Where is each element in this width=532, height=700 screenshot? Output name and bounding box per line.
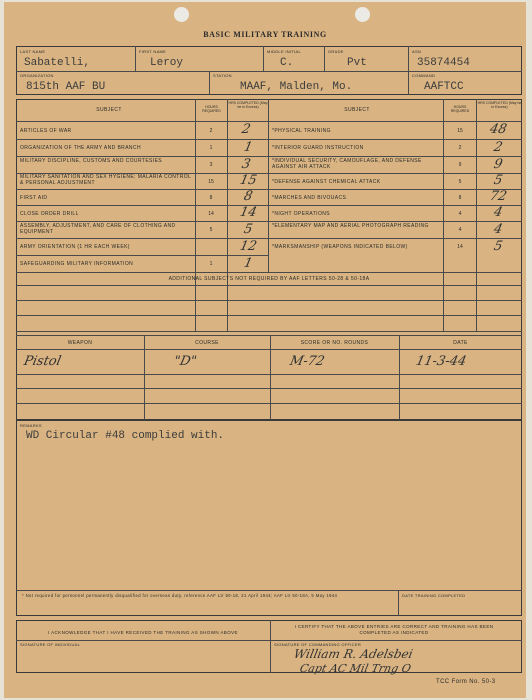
hours-required-value: 9 [458,162,462,168]
hours-required-value: 2 [209,128,213,134]
hours-required-value: 15 [208,179,214,185]
subject-header-right: SUBJECT [344,107,370,113]
command-value: AAFTCC [424,81,464,93]
subject-safeguarding-information: SAFEGUARDING MILITARY INFORMATION [20,261,134,267]
hours-completed-value: 9 [492,157,504,172]
hours-required-value: 5 [209,227,213,233]
first-name-label: FIRST NAME [139,49,167,54]
punch-hole [174,7,189,22]
remarks-box [16,420,522,616]
hours-completed-value: 1 [242,256,254,271]
certify-text: I CERTIFY THAT THE ABOVE ENTRIES ARE CORRECT AND TRAINING HAS BEEN COMPLETED AS INDICATED [294,624,494,635]
signature-individual-label: SIGNATURE OF INDIVIDUAL [20,642,81,647]
hours-required-value: 3 [209,162,213,168]
grade-label: GRADE [328,49,344,54]
subject-night-operations: *NIGHT OPERATIONS [272,211,331,217]
middle-initial-label: MIDDLE INITIAL [267,49,301,54]
hours-completed-value: 15 [238,173,259,188]
remarks-label: REMARKS [20,423,42,428]
hours-completed-value: 12 [238,239,259,254]
hours-required-header-right: HOURS REQUIRED [450,105,470,113]
footnote: * Not required for personnel permanently disqualified for overseas duty, reference AAF Ltr 50-18, 21 April 1944; AAF Ltr 50-18A, 5 May 1944 [22,593,338,598]
middle-initial-value: C. [280,57,294,69]
hours-required-value: 8 [209,195,213,201]
grade-value: Pvt [347,57,367,69]
hours-completed-value: 3 [240,157,252,172]
hours-completed-value: 2 [492,140,504,155]
acknowledge-text: I ACKNOWLEDGE THAT I HAVE RECEIVED THE TRAINING AS SHOWN ABOVE [48,630,238,635]
station-label: STATION [213,73,232,78]
hours-required-value: 15 [457,128,463,134]
subject-articles-of-war: ARTICLES OF WAR [20,128,72,134]
last-name-label: LAST NAME [20,49,46,54]
weapon-header: WEAPON [67,340,93,346]
subject-interior-guard: *INTERIOR GUARD INSTRUCTION [272,145,364,151]
officer-title: Capt AC Mil Trng O [298,662,413,675]
hours-required-value: 1 [209,261,213,267]
subject-individual-security: *INDIVIDUAL SECURITY, CAMOUFLAGE, AND DEFENSE AGAINST AIR ATTACK [272,158,422,170]
hours-completed-value: 4 [492,222,504,237]
hours-required-value: 1 [209,145,213,151]
hours-completed-value: 8 [242,189,254,204]
organization-label: ORGANIZATION [20,73,54,78]
punch-hole [355,7,370,22]
score-header: SCORE OR NO. ROUNDS [300,340,369,346]
course-header: COURSE [195,340,219,346]
hours-required-value: 2 [458,145,462,151]
hours-required-value: 4 [458,211,462,217]
station-value: MAAF, Malden, Mo. [240,81,353,93]
hours-required-value: 4 [458,227,462,233]
subject-physical-training: *PHYSICAL TRAINING [272,128,331,134]
subject-military-sanitation: MILITARY SANITATION AND SEX HYGIENE; MALARIA CONTROL & PERSONAL ADJUSTMENT [20,174,192,186]
asn-value: 35874454 [417,57,470,69]
training-record-form [4,2,526,698]
weapon-value: Pistol [22,354,63,369]
subject-marksmanship: *MARKSMANSHIP (WEAPONS INDICATED BELOW) [272,244,408,250]
hours-required-header-left: HOURS REQUIRED [202,105,221,113]
remarks-text: WD Circular #48 complied with. [26,430,225,442]
subject-army-orientation: ARMY ORIENTATION (1 HR EACH WEEK) [20,244,130,250]
hours-required-value: 5 [458,179,462,185]
command-label: COMMAND [412,73,436,78]
additional-subjects-header: ADDITIONAL SUBJECTS NOT REQUIRED BY AAF LETTERS 50-28 & 50-18A [168,276,370,282]
signature-officer-label: SIGNATURE OF COMMANDING OFFICER [274,642,362,647]
subject-marches-bivouacs: *MARCHES AND BIVOUACS [272,195,347,201]
course-value: "D" [172,354,198,369]
hours-required-value: 14 [208,211,214,217]
first-name-value: Leroy [150,57,184,69]
date-training-completed-label: DATE TRAINING COMPLETED [402,593,466,598]
date-value: 11-3-44 [414,354,468,369]
subject-chemical-attack: *DEFENSE AGAINST CHEMICAL ATTACK [272,179,381,185]
hours-completed-value: 48 [488,122,509,137]
hours-completed-value: 1 [242,140,254,155]
last-name-value: Sabatelli, [24,57,91,69]
form-title: BASIC MILITARY TRAINING [203,30,327,39]
hours-completed-value: 2 [240,122,252,137]
hours-required-value: 8 [458,195,462,201]
subject-organization-of-army: ORGANIZATION OF THE ARMY AND BRANCH [20,145,141,151]
hours-completed-value: 14 [238,205,259,220]
hours-completed-value: 72 [488,189,509,204]
subject-map-reading: *ELEMENTARY MAP AND AERIAL PHOTOGRAPH READING [272,223,429,229]
hours-completed-value: 5 [492,173,504,188]
subject-first-aid: FIRST AID [20,195,48,201]
organization-value: 815th AAF BU [26,81,106,93]
hours-completed-value: 4 [492,205,504,220]
score-value: M-72 [288,354,326,369]
subject-military-discipline: MILITARY DISCIPLINE, CUSTOMS AND COURTESIES [20,158,163,164]
hrs-completed-header-left: HRS COMPLETED (May be in Excess) [228,101,268,109]
officer-signature: William R. Adelsbei [292,647,415,661]
hours-completed-value: 5 [242,222,254,237]
form-number: TCC Form No. 50-3 [436,679,496,685]
subject-assembly-adjustment: ASSEMBLY, ADJUSTMENT, AND CARE OF CLOTHING AND EQUIPMENT [20,223,176,235]
hrs-completed-header-right: HRS COMPLETED (May be in Excess) [477,101,522,109]
subject-header-left: SUBJECT [96,107,122,113]
hours-required-value: 14 [457,244,463,250]
subject-close-order-drill: CLOSE ORDER DRILL [20,211,79,217]
asn-label: ASN [412,49,422,54]
hours-completed-value: 5 [492,239,504,254]
date-header: DATE [453,340,468,346]
